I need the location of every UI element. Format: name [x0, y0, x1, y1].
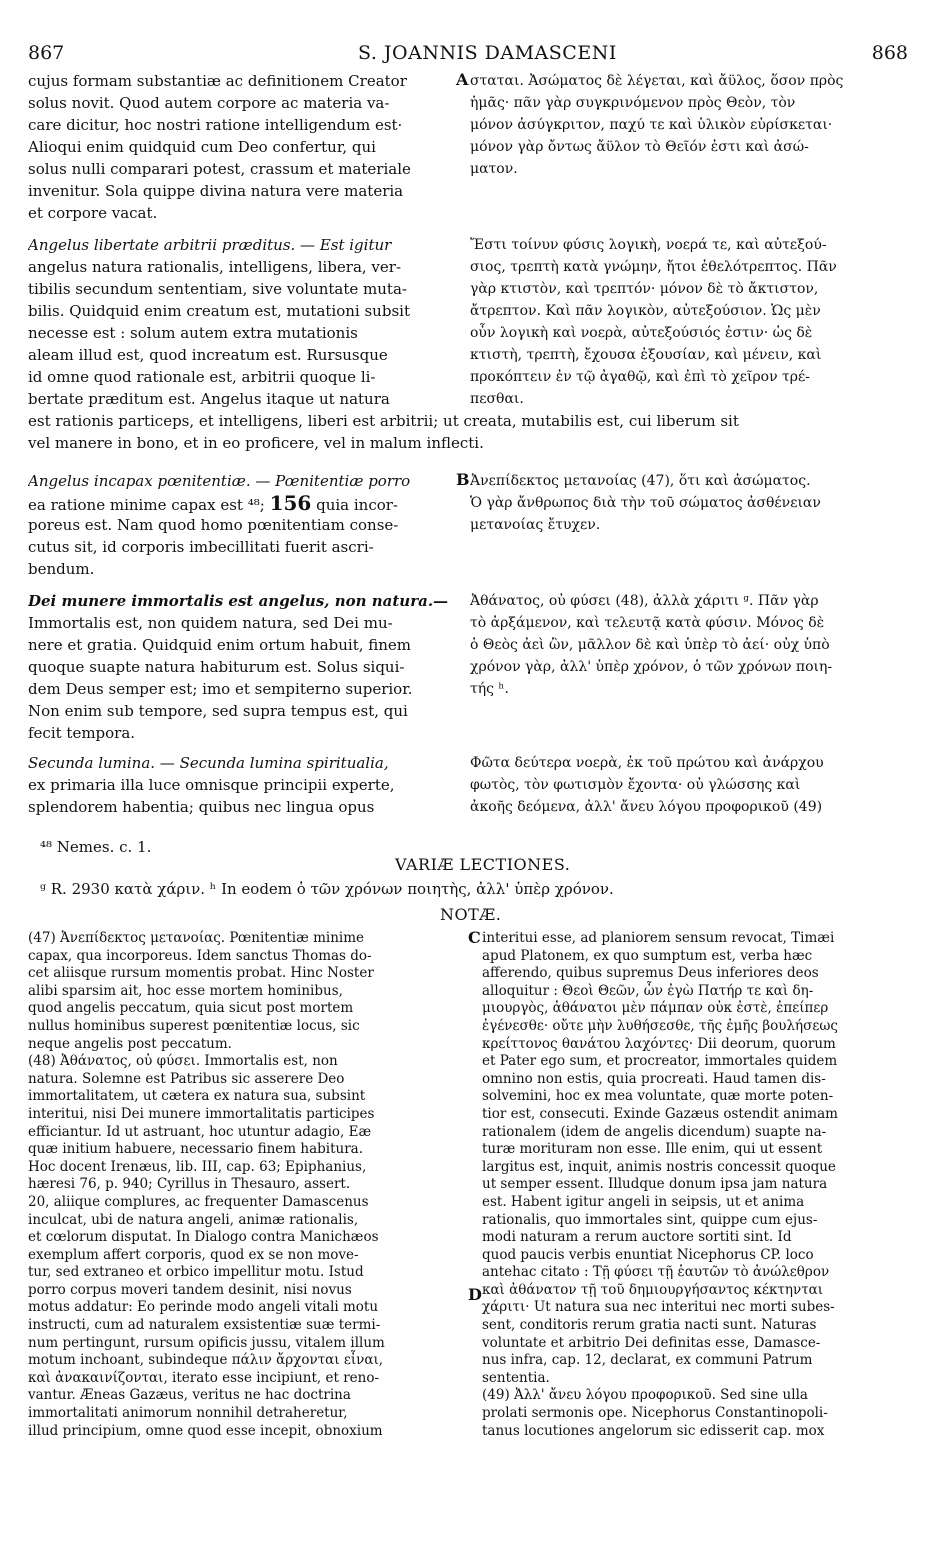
- text-line: bilis. Quidquid enim creatum est, mutationi subsit: [28, 302, 410, 320]
- note-line: est. Habent igitur angeli in seipsis, ut et anima: [482, 1193, 805, 1210]
- note-line: omnino non estis, quia procreati. Haud tamen dis-: [482, 1070, 826, 1087]
- greek-column-sec4: [470, 590, 905, 700]
- note-line: porro corpus moveri tandem desinit, nisi novus: [28, 1281, 352, 1298]
- text-line: Non enim sub tempore, sed supra tempus est, qui: [28, 702, 408, 720]
- text-line: ἡμᾶς· πᾶν γὰρ συγκρινόμενον πρὸς Θεὸν, τὸν: [470, 95, 796, 111]
- note-line: largitus est, inquit, animis nostris concessit quoque: [482, 1158, 836, 1175]
- text-line: Ἔστι τοίνυν φύσις λογικὴ, νοερά τε, καὶ αὐτεξού-: [470, 237, 827, 253]
- text-line: id omne quod rationale est, arbitrii quoque li-: [28, 368, 376, 386]
- column-reference-number: 156: [269, 491, 312, 515]
- note-line: καὶ ἀθάνατον τῇ τοῦ δημιουργήσαντος κέκτηνται: [482, 1281, 824, 1298]
- text-line: Immortalis est, non quidem natura, sed Dei mu-: [28, 614, 393, 632]
- footnote: ⁴⁸ Nemes. c. 1.: [40, 838, 152, 856]
- text-fragment: quia incor-: [316, 496, 398, 514]
- greek-column-sec3: [470, 470, 905, 536]
- note-line: Hoc docent Irenæus, lib. III, cap. 63; Epiphanius,: [28, 1158, 367, 1175]
- text-line: φωτὸς, τὸν φωτισμὸν ἔχοντα· οὐ γλώσσης καὶ: [470, 777, 801, 793]
- running-title: S. JOANNIS DAMASCENI: [358, 42, 617, 64]
- note-line: μιουργὸς, ἀθάνατοι μὲν πάμπαν οὐκ ἐστὲ, ἐπείπερ: [482, 1000, 829, 1017]
- note-line: num pertingunt, rursum opificis jussu, vitalem illum: [28, 1334, 385, 1351]
- note-line: (48) Ἀθάνατος, οὐ φύσει. Immortalis est, non: [28, 1053, 338, 1070]
- note-line: 20, aliique complures, ac frequenter Damascenus: [28, 1193, 369, 1210]
- section-heading-line: Secunda lumina. — Secunda lumina spiritualia,: [28, 754, 389, 772]
- note-line: nus infra, cap. 12, declarat, ex communi Patrum: [482, 1352, 813, 1369]
- text-line: cujus formam substantiæ ac definitionem Creator: [28, 72, 407, 90]
- text-line: Ὁ γὰρ ἄνθρωπος διὰ τὴν τοῦ σώματος ἀσθένειαν: [470, 495, 821, 511]
- section-heading-line: Angelus libertate arbitrii præditus. — Est igitur: [28, 236, 392, 254]
- text-line: ἀκοῆς δεόμενα, ἀλλ' ἄνευ λόγου προφορικοῦ (49): [470, 799, 823, 815]
- note-line: et Pater ego sum, et procreator, immortales quidem: [482, 1053, 838, 1070]
- note-line: sententia.: [482, 1369, 550, 1386]
- text-line: fecit tempora.: [28, 724, 136, 742]
- margin-marker-d: D: [468, 1285, 482, 1304]
- latin-column-sec1: [28, 70, 453, 224]
- text-line: splendorem habentia; quibus nec lingua opus: [28, 798, 375, 816]
- text-line: τὸ ἀρξάμενον, καὶ τελευτᾷ κατὰ φύσιν. Μόνος δὲ: [470, 615, 825, 631]
- text-line: nere et gratia. Quidquid enim ortum habuit, finem: [28, 636, 412, 654]
- text-line: Φῶτα δεύτερα νοερὰ, ἐκ τοῦ πρώτου καὶ ἀνάρχου: [470, 755, 824, 771]
- variae-heading: VARIÆ LECTIONES.: [395, 855, 571, 874]
- margin-marker-a: A: [456, 70, 469, 89]
- note-line: neque angelis post peccatum.: [28, 1035, 232, 1052]
- text-line: σταται. Ἀσώματος δὲ λέγεται, καὶ ἄϋλος, ὅσον πρὸς: [470, 73, 844, 89]
- note-line: [28, 1440, 458, 1458]
- note-line: tur, sed extraneo et orbico impellitur motu. Istud: [28, 1264, 364, 1281]
- text-line: ματον.: [470, 161, 518, 177]
- text-line: poreus est. Nam quod homo pœnitentiam conse-: [28, 516, 399, 534]
- text-fragment: ea ratione minime capax est ⁴⁸;: [28, 496, 265, 514]
- note-line: antehac citato : Τῇ φύσει τῇ ἑαυτῶν τὸ ἀνώλεθρον: [482, 1264, 830, 1281]
- note-line: capax, qua incorporeus. Idem sanctus Thomas do-: [28, 947, 372, 964]
- text-line: tibilis secundum sententiam, sive voluntate muta-: [28, 280, 407, 298]
- text-line: ἄτρεπτον. Καὶ πᾶν λογικὸν, αὐτεξούσιον. Ὡς μὲν: [470, 303, 821, 319]
- note-line: inculcat, ubi de natura angeli, animæ rationalis,: [28, 1211, 359, 1228]
- note-line: quod angelis peccatum, quia sicut post mortem: [28, 1000, 354, 1017]
- note-line: interitui esse, ad planiorem sensum revocat, Timæi: [482, 930, 835, 946]
- text-line: quoque suapte natura habiturum est. Solus siqui-: [28, 658, 405, 676]
- text-line: Ἀθάνατος, οὐ φύσει (48), ἀλλὰ χάριτι ᵍ. Πᾶν γὰρ: [470, 593, 819, 609]
- note-line: καὶ ἀνακαινίζονται, iterato esse incipiunt, et reno-: [28, 1369, 380, 1386]
- text-line: cutus sit, id corporis imbecillitati fuerit ascri-: [28, 538, 374, 556]
- text-line: invenitur. Sola quippe divina natura vere materia: [28, 182, 404, 200]
- note-line: alloquitur : Θεοὶ Θεῶν, ὧν ἐγὼ Πατήρ τε καὶ δη-: [482, 982, 814, 999]
- note-line: natura. Solemne est Patribus sic asserere Deo: [28, 1070, 345, 1087]
- note-line: (49) Ἀλλ' ἄνευ λόγου προφορικοῦ. Sed sine ulla: [482, 1387, 808, 1404]
- note-line: κρείττονος θανάτου λαχόντες· Dii deorum, quorum: [482, 1035, 836, 1052]
- page-header: [28, 42, 908, 66]
- variant-reading: ᵍ R. 2930 κατὰ χάριν. ʰ In eodem ὁ τῶν χρόνων ποιητὴς, ἀλλ' ὑπὲρ χρόνον.: [40, 880, 614, 898]
- text-line: solus nulli comparari potest, crassum et materiale: [28, 160, 411, 178]
- note-line: sent, conditoris rerum gratia nacti sunt. Naturas: [482, 1317, 817, 1334]
- text-line: solus novit. Quod autem corpore ac materia va-: [28, 94, 390, 112]
- note-line: χάριτι· Ut natura sua nec interitui nec morti subes-: [482, 1299, 835, 1316]
- text-line: ex primaria illa luce omnisque principii experte,: [28, 776, 395, 794]
- text-line: vel manere in bono, et in eo proficere, vel in malum inflecti.: [28, 434, 484, 452]
- text-line: Alioqui enim quidquid cum Deo confertur, qui: [28, 138, 376, 156]
- text-line: οὖν λογικὴ καὶ νοερὰ, αὐτεξούσιός ἐστιν· ὡς δὲ: [470, 325, 813, 341]
- text-line: μόνον ἀσύγκριτον, παχύ τε καὶ ὑλικὸν εὑρίσκεται·: [470, 117, 833, 133]
- note-line: illud principium, omne quod esse incepit, obnoxium: [28, 1422, 383, 1439]
- note-line: apud Platonem, ex quo sumptum est, verba hæc: [482, 947, 813, 964]
- note-line: voluntate et arbitrio Dei definitas esse, Damasce-: [482, 1334, 821, 1351]
- note-line: afferendo, quibus supremus Deus inferiores deos: [482, 965, 819, 982]
- text-line: μόνον γὰρ ὄντως ἄϋλον τὸ Θεῖόν ἐστι καὶ ἀσώ-: [470, 139, 809, 155]
- note-line: rationalis, quo immortales sint, quippe cum ejus-: [482, 1211, 818, 1228]
- text-line: est rationis particeps, et intelligens, liberi est arbitrii; ut creata, mutabilis est, cui liberum sit: [28, 412, 739, 430]
- note-line: instructi, cum ad naturalem exsistentiæ suæ termi-: [28, 1317, 381, 1334]
- note-line: tanus locutiones angelorum sic edisserit cap. mox: [482, 1422, 825, 1439]
- text-line: κτιστὴ, τρεπτὴ, ἔχουσα ἐξουσίαν, καὶ μένειν, καὶ: [470, 347, 822, 363]
- note-line: solvemini, hoc ex mea voluntate, quæ morte poten-: [482, 1088, 834, 1105]
- note-line: prolati sermonis ope. Nicephorus Constantinopoli-: [482, 1405, 828, 1422]
- note-line: ut semper essent. Illudque donum ipsa jam natura: [482, 1176, 828, 1193]
- section-heading-line: Dei munere immortalis est angelus, non natura.—: [28, 592, 449, 610]
- margin-marker-b: B: [456, 470, 470, 489]
- text-line: aleam illud est, quod increatum est. Rursusque: [28, 346, 388, 364]
- note-line: vantur. Æneas Gazæus, veritus ne hac doctrina: [28, 1387, 351, 1404]
- note-line: (47) Ἀνεπίδεκτος μετανοίας. Pœnitentiæ minime: [28, 930, 365, 946]
- note-line: rationalem (idem de angelis dicendum) suapte na-: [482, 1123, 827, 1140]
- text-line: ὁ Θεὸς ἀεὶ ὢν, μᾶλλον δὲ καὶ ὑπὲρ τὸ ἀεί· οὐχ ὑπὸ: [470, 637, 830, 653]
- text-line: τής ʰ.: [470, 681, 509, 697]
- note-line: alibi sparsim ait, hoc esse mortem hominibus,: [28, 982, 343, 999]
- note-line: hæresi 76, p. 940; Cyrillus in Thesauro, assert.: [28, 1176, 351, 1193]
- text-line: Ἀνεπίδεκτος μετανοίας (47), ὅτι καὶ ἀσώματος.: [470, 473, 811, 489]
- text-line: σιος, τρεπτὴ κατὰ γνώμην, ἤτοι ἐθελότρεπτος. Πᾶν: [470, 259, 837, 275]
- note-line: quod paucis verbis enuntiat Nicephorus CP. loco: [482, 1246, 814, 1263]
- note-line: [28, 1458, 458, 1476]
- text-line: μετανοίας ἔτυχεν.: [470, 517, 601, 533]
- text-line: necesse est : solum autem extra mutationis: [28, 324, 358, 342]
- notes-column-left: [28, 930, 458, 1475]
- note-line: et cœlorum disputat. In Dialogo contra Manichæos: [28, 1229, 379, 1246]
- note-line: quæ initium habuere, necessario finem habitura.: [28, 1141, 363, 1158]
- latin-column-sec3: [28, 470, 453, 580]
- text-line: care dicitur, hoc nostri ratione intelligendum est·: [28, 116, 403, 134]
- note-line: efficiantur. Id ut astruant, hoc utuntur adagio, Eæ: [28, 1123, 372, 1140]
- note-line: turæ morituram non esse. Ille enim, qui ut essent: [482, 1141, 823, 1158]
- note-line: tior est, consecuti. Exinde Gazæus ostendit animam: [482, 1105, 838, 1122]
- note-line: immortalitati animorum nonnihil detraheretur,: [28, 1405, 348, 1422]
- note-line: interitui, nisi Dei munere immortalitatis participes: [28, 1105, 375, 1122]
- text-line: γὰρ κτιστὸν, καὶ τρεπτόν· μόνον δὲ τὸ ἄκτιστον,: [470, 281, 819, 297]
- text-line: bendum.: [28, 560, 95, 578]
- note-line: ἐγένεσθε· οὔτε μὴν λυθήσεσθε, τῆς ἐμῆς βουλήσεως: [482, 1017, 838, 1034]
- greek-column-sec1: [470, 70, 905, 180]
- note-line: exemplum affert corporis, quod ex se non move-: [28, 1246, 359, 1263]
- note-line: immortalitatem, ut cætera ex natura sua, subsint: [28, 1088, 366, 1105]
- notes-column-right: [482, 930, 902, 1440]
- text-line: angelus natura rationalis, intelligens, libera, ver-: [28, 258, 402, 276]
- text-line: bertate præditum est. Angelus itaque ut natura: [28, 390, 390, 408]
- note-line: motum inchoant, subindeque πάλιν ἄρχονται εἶναι,: [28, 1352, 384, 1369]
- margin-marker-c: C: [468, 928, 481, 947]
- note-line: cet aliisque rursum momentis probat. Hinc Noster: [28, 965, 374, 982]
- text-line: προκόπτειν ἐν τῷ ἀγαθῷ, καὶ ἐπὶ τὸ χεῖρον τρέ-: [470, 369, 811, 385]
- text-line: πεσθαι.: [470, 391, 524, 407]
- latin-column-sec5: [28, 752, 453, 818]
- note-line: modi naturam a rerum auctore sortiti sint. Id: [482, 1229, 792, 1246]
- text-line: χρόνον γὰρ, ἀλλ' ὑπὲρ χρόνον, ὁ τῶν χρόνων ποιη-: [470, 659, 833, 675]
- page-number-left: 867: [28, 42, 65, 64]
- section-heading-line: Angelus incapax pœnitentiæ. — Pœnitentiæ porro: [28, 472, 411, 490]
- page-number-right: 868: [871, 42, 908, 64]
- latin-column-sec4: [28, 590, 453, 744]
- full-width-lines-sec2: [28, 410, 908, 454]
- greek-column-sec2: [470, 234, 905, 410]
- text-line: dem Deus semper est; imo et sempiterno superior.: [28, 680, 413, 698]
- latin-column-sec2: [28, 234, 453, 410]
- notae-heading: NOTÆ.: [440, 905, 502, 924]
- note-line: nullus hominibus superest pœnitentiæ locus, sic: [28, 1017, 360, 1034]
- note-line: motus addatur: Eo perinde modo angeli vitali motu: [28, 1299, 379, 1316]
- text-line: et corpore vacat.: [28, 204, 158, 222]
- greek-column-sec5: [470, 752, 905, 818]
